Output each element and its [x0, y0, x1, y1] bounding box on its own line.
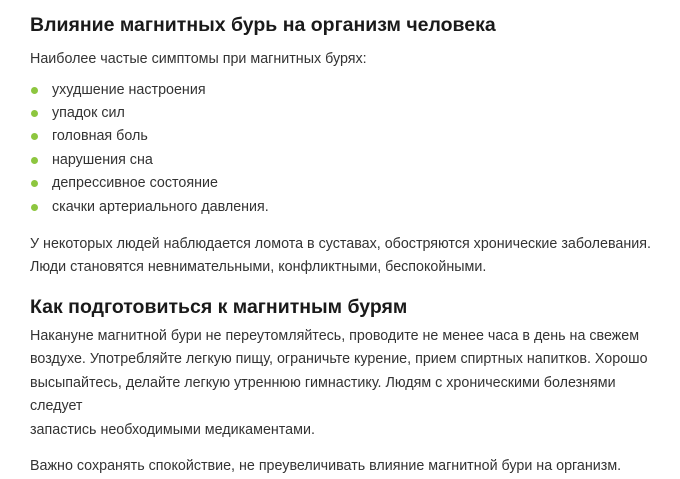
- list-item: [30, 79, 670, 102]
- bullet-icon: [31, 180, 38, 187]
- paragraph-line: воздухе. Употребляйте легкую пищу, ограничьте курение, прием спиртных напитков. Хорошо: [30, 351, 648, 368]
- list-item-label: нарушения сна: [52, 151, 153, 168]
- list-item-label: упадок сил: [52, 104, 125, 121]
- section-heading-influence: Влияние магнитных бурь на организм человека: [30, 14, 496, 36]
- paragraph-line: запастись необходимыми медикаментами.: [30, 421, 315, 438]
- paragraph-line: высыпайтесь, делайте легкую утреннюю гимнастику. Людям с хроническими болезнями следует: [30, 374, 616, 415]
- list-item: [30, 172, 670, 195]
- section-heading-preparation: Как подготовиться к магнитным бурям: [30, 295, 408, 318]
- paragraph-line: Люди становятся невнимательными, конфликтными, беспокойными.: [30, 259, 487, 276]
- preparation-paragraph: [30, 325, 670, 443]
- bullet-icon: [31, 110, 38, 117]
- paragraph-line: Накануне магнитной бури не переутомляйтесь, проводите не менее часа в день на свежем: [30, 327, 640, 344]
- list-item: [30, 102, 670, 125]
- joint-pain-paragraph: [30, 233, 670, 280]
- symptoms-list: [30, 79, 670, 219]
- symptoms-intro: Наиболее частые симптомы при магнитных бурях:: [30, 51, 367, 67]
- list-item-label: скачки артериального давления.: [52, 198, 269, 215]
- calm-paragraph: Важно сохранять спокойствие, не преувеличивать влияние магнитной бури на организм.: [30, 458, 622, 475]
- list-item: [30, 149, 670, 172]
- bullet-icon: [31, 157, 38, 164]
- bullet-icon: [31, 87, 38, 94]
- bullet-icon: [31, 204, 38, 211]
- bullet-icon: [31, 133, 38, 140]
- paragraph-line: У некоторых людей наблюдается ломота в суставах, обостряются хронические заболевания.: [30, 235, 651, 252]
- list-item-label: депрессивное состояние: [52, 175, 218, 192]
- list-item-label: ухудшение настроения: [52, 81, 206, 98]
- list-item-label: головная боль: [52, 128, 148, 145]
- list-item: [30, 125, 670, 148]
- article-content: [30, 0, 670, 479]
- list-item: [30, 196, 670, 219]
